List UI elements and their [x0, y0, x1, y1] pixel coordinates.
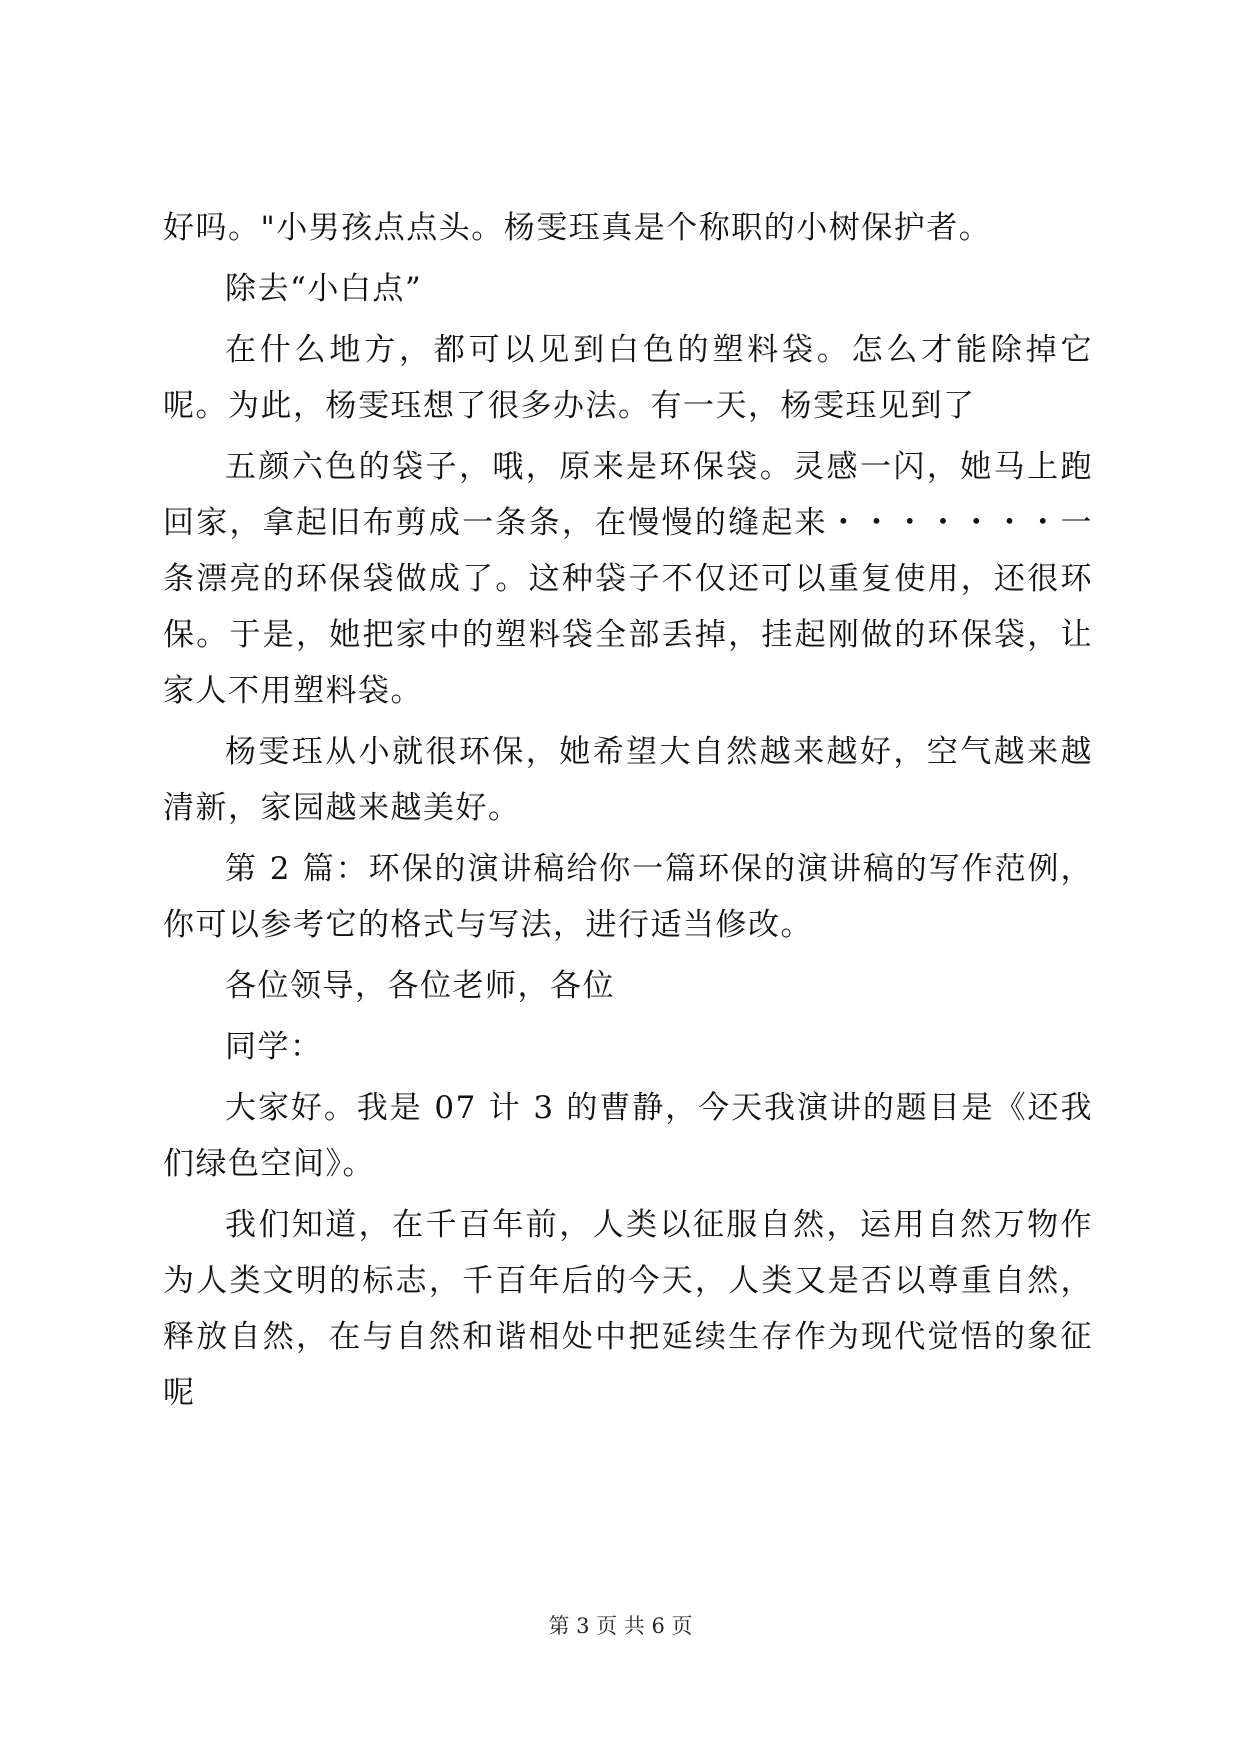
paragraph: 五颜六色的袋子，哦，原来是环保袋。灵感一闪，她马上跑回家，拿起旧布剪成一条条，在慢慢的缝起来・・・・・・・一条漂亮的环保袋做成了。这种袋子不仅还可以重复使用，还很环保。于是，她把家中的塑料袋全部丢掉，挂起刚做的环保袋，让家人不用塑料袋。 [163, 449, 1093, 709]
paragraph: 杨雯珏从小就很环保，她希望大自然越来越好，空气越来越清新，家园越来越美好。 [163, 734, 1093, 826]
paragraph-continuation: 好吗。"小男孩点点头。杨雯珏真是个称职的小树保护者。 [163, 210, 992, 246]
page-footer: 第 3 页 共 6 页 [548, 1614, 693, 1638]
paragraph: 大家好。我是 07 计 3 的曹静，今天我演讲的题目是《还我们绿色空间》。 [163, 1090, 1093, 1182]
paragraph: 我们知道，在千百年前，人类以征服自然，运用自然万物作为人类文明的标志，千百年后的今天，人类又是否以尊重自然，释放自然，在与自然和谐相处中把延续生存作为现代觉悟的象征呢 [163, 1207, 1093, 1411]
section-heading: 除去“小白点” [225, 271, 423, 307]
salutation: 同学： [225, 1029, 323, 1065]
paragraph: 第 2 篇：环保的演讲稿给你一篇环保的演讲稿的写作范例，你可以参考它的格式与写法，进行适当修改。 [163, 851, 1093, 943]
paragraph: 在什么地方，都可以见到白色的塑料袋。怎么才能除掉它呢。为此，杨雯珏想了很多办法。有一天，杨雯珏见到了 [163, 332, 1093, 424]
salutation: 各位领导，各位老师，各位 [225, 968, 615, 1004]
document-body [163, 200, 1093, 1426]
